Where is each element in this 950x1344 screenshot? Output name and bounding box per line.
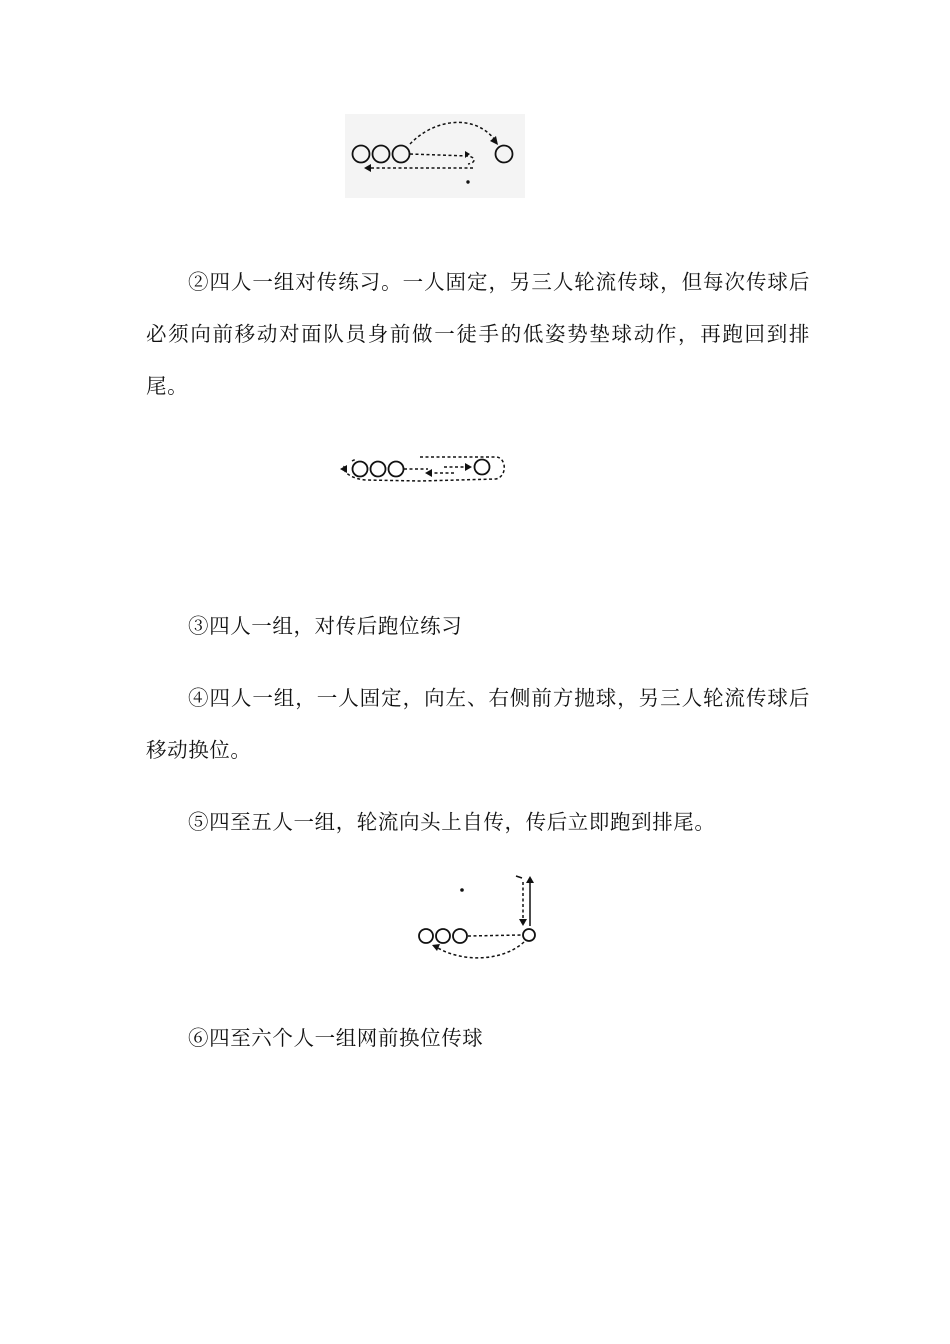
return-arc-arrow (438, 942, 524, 958)
player-circle (419, 929, 433, 943)
player-circle (453, 929, 467, 943)
player-circle (353, 462, 368, 477)
pass-line (468, 935, 522, 936)
paragraph-drill-4: ④四人一组，一人固定，向左、右侧前方抛球，另三人轮流传球后移动换位。 (146, 686, 810, 762)
arrow-head (526, 876, 534, 883)
arrow-head (425, 469, 432, 477)
arrow-head (519, 919, 527, 926)
arrow-head (432, 944, 440, 951)
paragraph-drill-5: ⑤四至五人一组，轮流向头上自传，传后立即跑到排尾。 (188, 810, 716, 834)
diagram-pass-and-run-to-end (336, 448, 512, 490)
paragraph-drill-3: ③四人一组，对传后跑位练习 (188, 614, 463, 638)
diagram-self-pass-overhead (412, 868, 552, 968)
player-circle (389, 462, 404, 477)
diagram-pass-and-follow (340, 110, 530, 200)
player-circle (436, 929, 450, 943)
player-circle (523, 929, 535, 941)
tick-mark (516, 876, 522, 878)
paragraph-drill-6: ⑥四至六个人一组网前换位传球 (188, 1026, 484, 1050)
player-circle (371, 462, 386, 477)
paragraph-drill-2: ②四人一组对传练习。一人固定，另三人轮流传球，但每次传球后必须向前移动对面队员身前做一徒手的低姿势垫球动作，再跑回到排尾。 (146, 270, 810, 398)
player-circle (475, 460, 490, 475)
arrow-head (465, 463, 472, 471)
